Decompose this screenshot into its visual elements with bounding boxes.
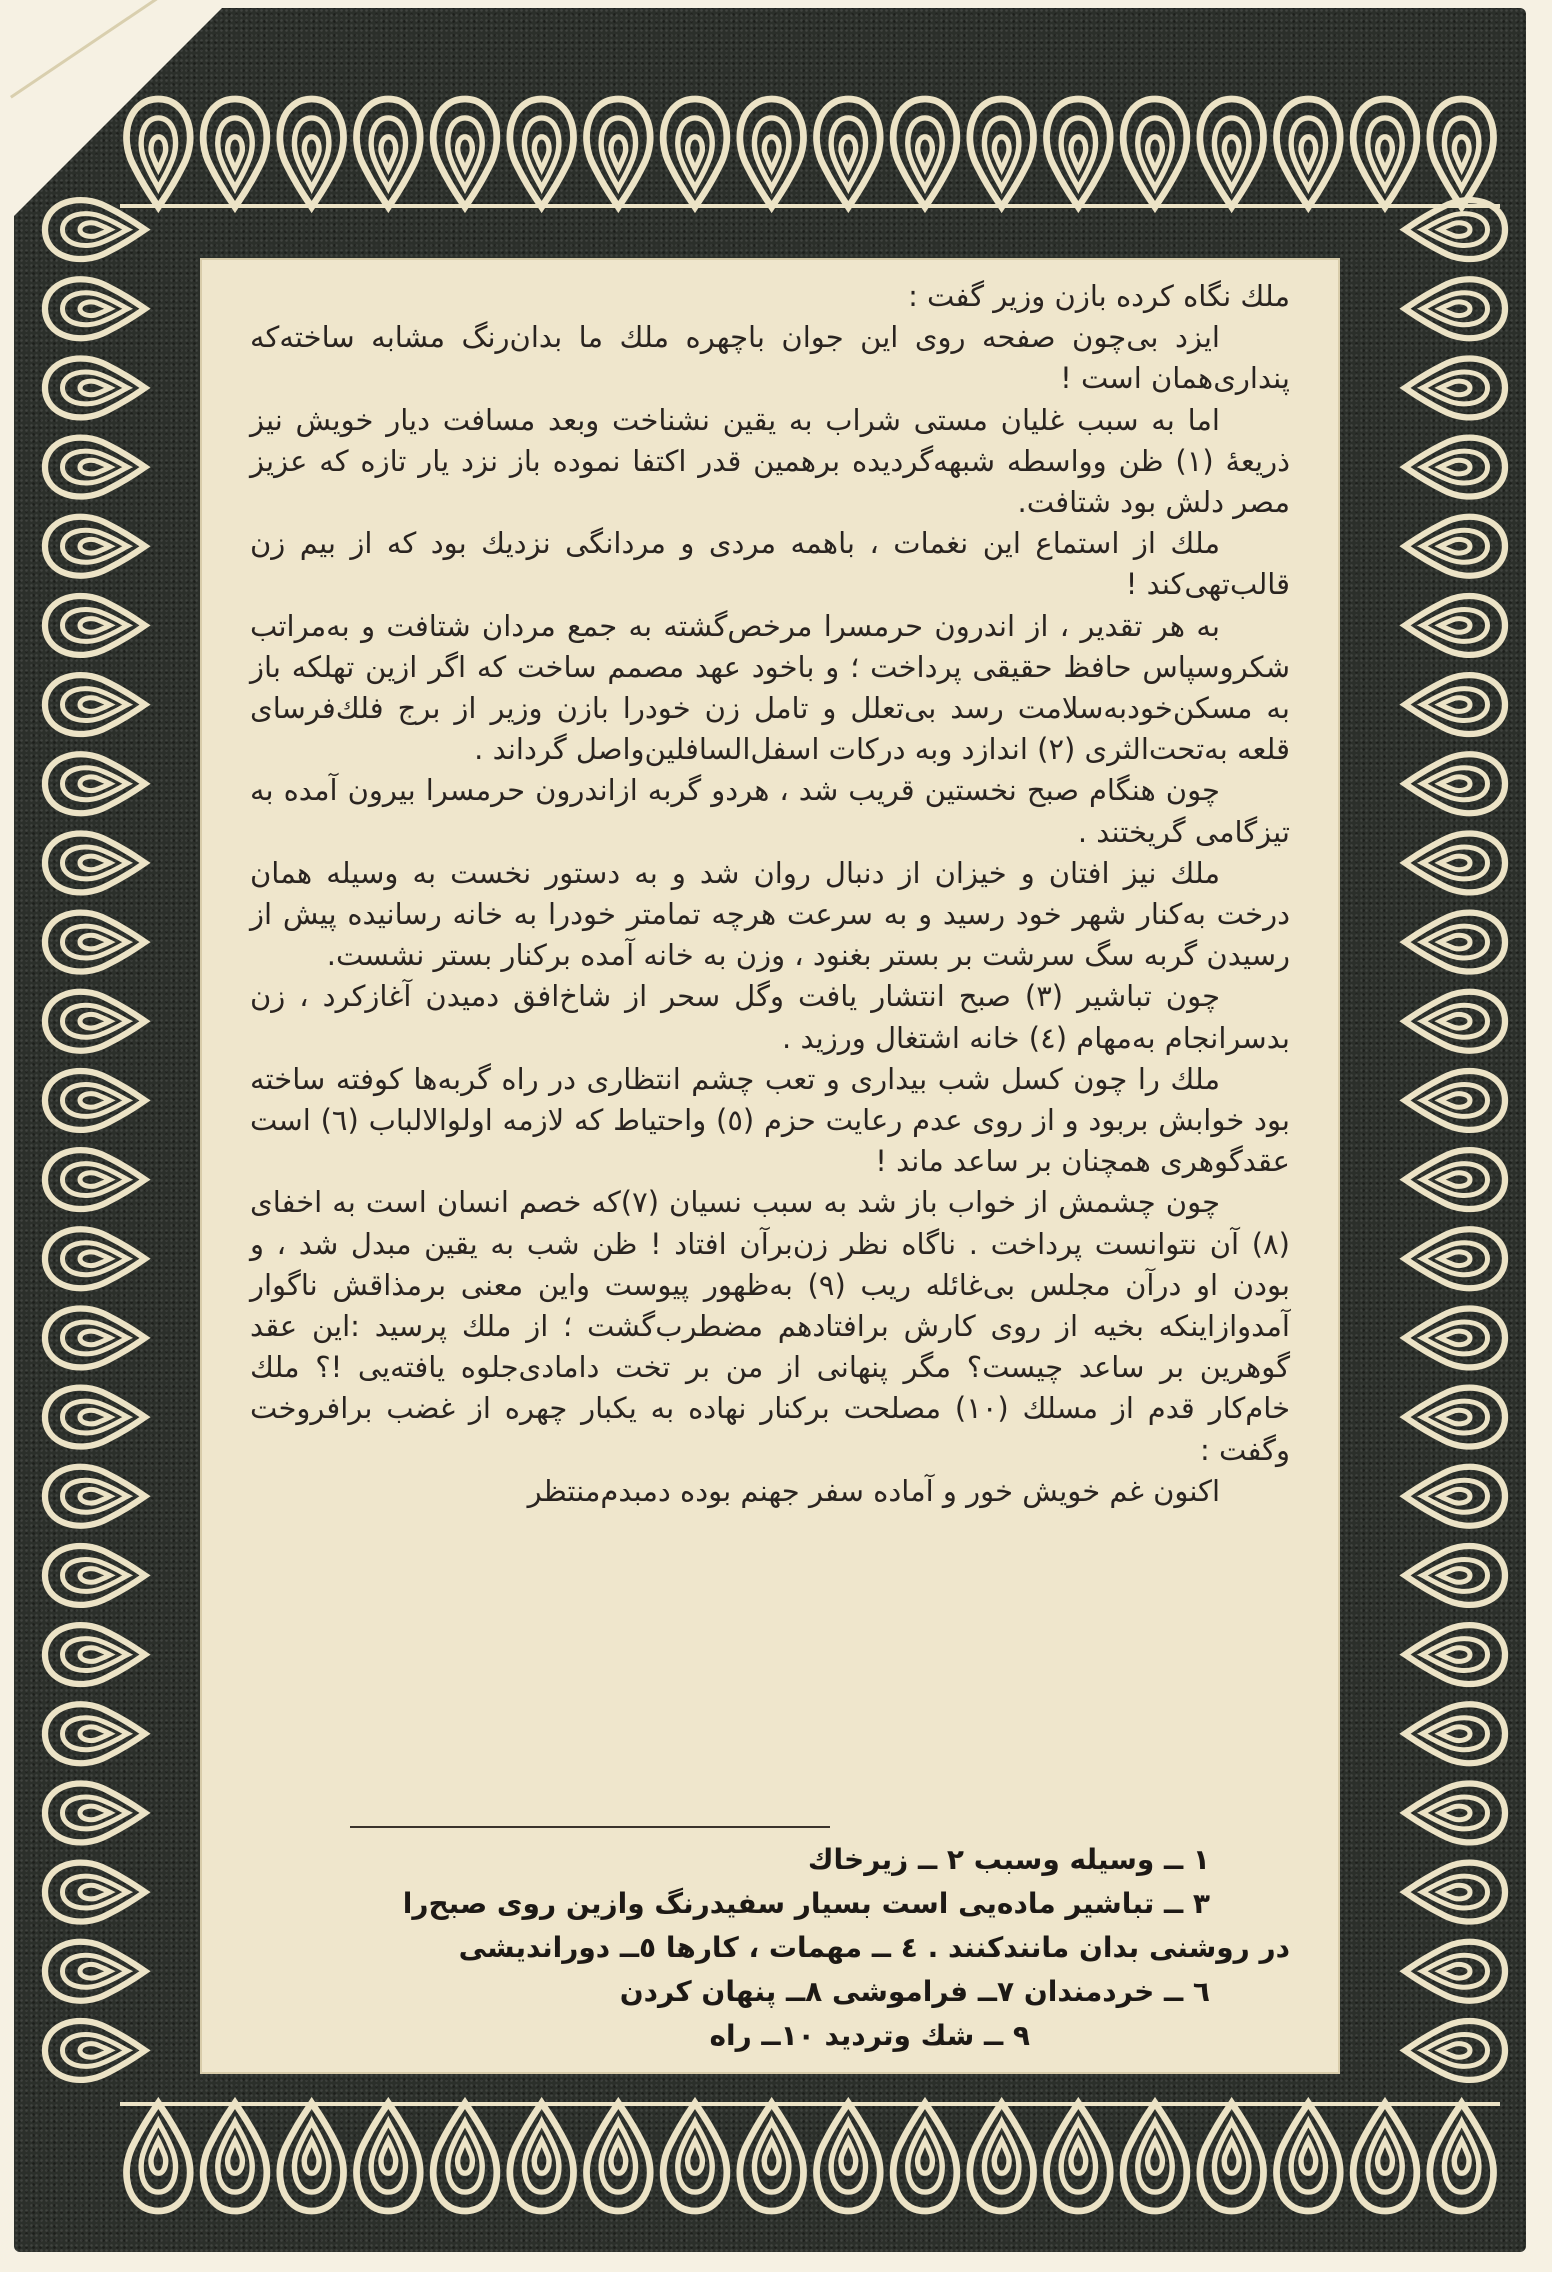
tulip-ornament-icon — [30, 190, 160, 2090]
paragraph: چون هنگام صبح نخستين قريب شد ، هردو گربه ازاندرون حرمسرا بيرون آمده به تيزگامی گريختند . — [250, 773, 1290, 849]
paragraph: ملك از استماع اين نغمات ، باهمه مردی و مردانگی نزديك بود كه از بيم زن قالب‌تهی‌كند ! — [250, 526, 1290, 602]
paragraph: ملك نيز افتان و خيزان از دنبال روان شد و به دستور نخست به وسيله همان درخت به‌كنار شهر خود رسيد و به سرعت هرچه تمامتر خودرا به خانه رسانيده پيش از رسيدن گربه سگ سرشت بر بستر بغنود ، وزن به خانه آمده بركنار بستر نشست. — [250, 855, 1290, 973]
footnote-line: ۱ ــ وسيله وسبب ۲ ــ زيرخاك — [807, 1843, 1210, 1876]
paragraph: اكنون غم خويش خور و آماده سفر جهنم بوده دمبدم‌منتظر — [527, 1473, 1220, 1508]
body-text — [250, 276, 1290, 1512]
paragraph: چون چشمش از خواب باز شد به سبب نسيان (۷)كه خصم انسان است به اخفای (۸) آن نتوانست پرداخت . ناگاه نظر زن‌برآن افتاد ! ظن شب به يقين مبدل شد ، و بودن او درآن مجلس بی‌غائله ريب (۹) به‌ظهور پيوست واين معنی برمذاقش ناگوار آمدوازاينكه بخيه از روی كارش برافتادهم مضطرب‌گشت ؛ از ملك پرسيد :اين عقد گوهرين بر ساعد چيست؟ مگر پنهانی از من بر تخت دامادی‌جلوه يافته‌يی !؟ ملك خام‌كار قدم از مسلك (۱۰) مصلحت بركنار نهاده به يكبار چهره از غضب برافروخت وگفت : — [250, 1185, 1290, 1467]
tulip-ornament-icon — [120, 2092, 1500, 2222]
footnotes — [250, 1838, 1290, 2058]
tulip-ornament-icon — [1390, 190, 1520, 2090]
footnote-line: ٦ ــ خردمندان ۷ــ فراموشی ۸ــ پنهان كردن — [619, 1975, 1210, 2008]
paragraph: ملك را چون كسل شب بيداری و تعب چشم انتظاری در راه گربه‌ها كوفته ساخته بود خوابش بربود و از روی عدم رعايت حزم (٥) واحتياط كه لازمه اولوالالباب (٦) است عقدگوهری همچنان بر ساعد ماند ! — [250, 1061, 1290, 1179]
paragraph: ملك نگاه كرده بازن وزير گفت : — [908, 279, 1290, 313]
paragraph: ايزد بی‌چون صفحه روی اين جوان باچهره ملك ما بدان‌رنگ مشابه ساخته‌كه پنداری‌همان است ! — [250, 320, 1290, 396]
paragraph: چون تباشير (۳) صبح انتشار يافت وگل سحر از شاخ‌افق دميدن آغازكرد ، زن بدسرانجام به‌مهام (٤) خانه اشتغال ورزيد . — [250, 979, 1290, 1055]
text-page — [200, 258, 1340, 2074]
footnote-line: ۳ ــ تباشير ماده‌يی است بسيار سفيدرنگ وازين روی صبح‌را — [402, 1887, 1210, 1920]
paragraph: اما به سبب غليان مستی شراب به يقين نشناخت وبعد مسافت ديار خويش نيز ذريعهٔ (۱) ظن وواسطه شبهه‌گرديده برهمين قدر اكتفا نموده باز نزد يار تازه كه عزيز مصر دلش بود شتافت. — [250, 402, 1290, 520]
footnote-line: در روشنی بدان مانندكنند . ٤ ــ مهمات ، كارها ٥ــ دوراندیشی — [458, 1931, 1290, 1964]
paragraph: به هر تقدير ، از اندرون حرمسرا مرخص‌گشته به جمع مردان شتافت و به‌مراتب شكروسپاس حافظ حقيقی پرداخت ؛ و باخود عهد مصمم ساخت كه اگر ازين تهلكه باز به مسكن‌خودبه‌سلامت رسد بی‌تعلل و تامل زن خودرا بازن وزير از برج فلك‌فرسای قلعه به‌تحت‌الثری (۲) اندازد وبه دركات اسفل‌السافلين‌واصل گرداند . — [250, 608, 1290, 767]
tulip-ornament-icon — [120, 88, 1500, 218]
footnote-line: ۹ ــ شك وترديد ۱۰ــ راه — [709, 2019, 1030, 2052]
footnote-rule — [350, 1826, 830, 1828]
